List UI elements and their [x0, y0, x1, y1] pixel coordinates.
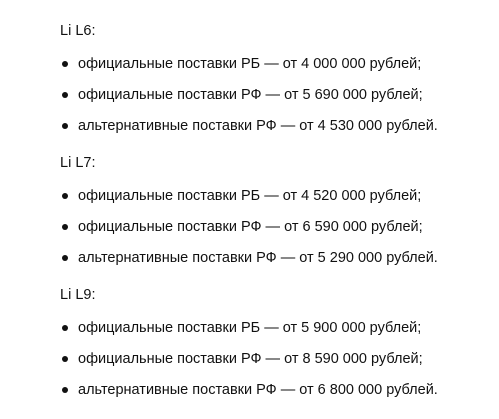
list-item-text: официальные поставки РФ — от 8 590 000 рублей;	[78, 351, 423, 367]
bullet-icon	[62, 387, 68, 393]
bullet-icon	[62, 193, 68, 199]
price-list	[60, 55, 490, 135]
section-li-l6	[60, 22, 490, 135]
bullet-icon	[62, 325, 68, 331]
bullet-icon	[62, 123, 68, 129]
section-title: Li L7:	[60, 155, 96, 171]
section-li-l7	[60, 154, 490, 267]
list-item	[60, 55, 490, 73]
list-item	[60, 86, 490, 104]
list-item-text: официальные поставки РФ — от 6 590 000 рублей;	[78, 219, 423, 235]
list-item-text: альтернативные поставки РФ — от 5 290 000 рублей.	[78, 250, 438, 266]
list-item	[60, 218, 490, 236]
list-item-text: альтернативные поставки РФ — от 4 530 000 рублей.	[78, 118, 438, 134]
list-item	[60, 350, 490, 368]
section-title: Li L9:	[60, 287, 96, 303]
bullet-icon	[62, 92, 68, 98]
list-item	[60, 381, 490, 399]
list-item-text: альтернативные поставки РФ — от 6 800 000 рублей.	[78, 382, 438, 398]
bullet-icon	[62, 255, 68, 261]
list-item-text: официальные поставки РБ — от 4 000 000 рублей;	[78, 56, 422, 72]
price-list	[60, 319, 490, 399]
list-item-text: официальные поставки РБ — от 4 520 000 рублей;	[78, 188, 422, 204]
list-item-text: официальные поставки РФ — от 5 690 000 рублей;	[78, 87, 423, 103]
list-item	[60, 187, 490, 205]
list-item	[60, 249, 490, 267]
price-list	[60, 187, 490, 267]
bullet-icon	[62, 224, 68, 230]
list-item-text: официальные поставки РБ — от 5 900 000 рублей;	[78, 320, 422, 336]
list-item	[60, 319, 490, 337]
section-title: Li L6:	[60, 23, 96, 39]
list-item	[60, 117, 490, 135]
bullet-icon	[62, 61, 68, 67]
section-li-l9	[60, 286, 490, 399]
bullet-icon	[62, 356, 68, 362]
